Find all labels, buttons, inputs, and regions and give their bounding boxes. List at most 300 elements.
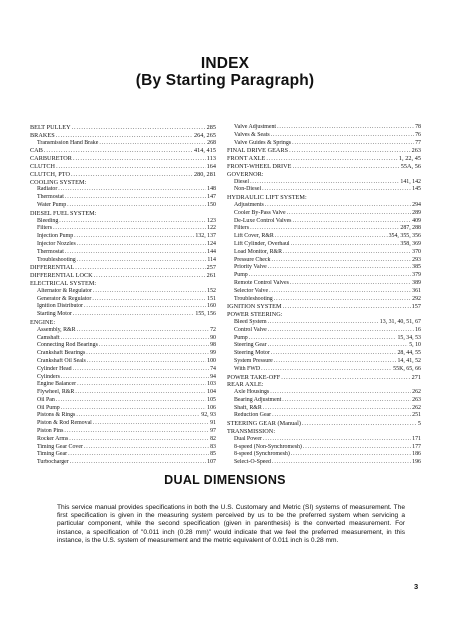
dot-leader <box>268 319 379 327</box>
index-entry-page: 164 <box>206 162 216 170</box>
index-entry-label: Cooler By-Pass Valve <box>234 209 286 216</box>
index-entry <box>30 327 216 335</box>
index-entry <box>30 358 216 366</box>
index-entry <box>30 155 216 163</box>
index-entry-page: 389 <box>412 279 421 286</box>
dot-leader <box>275 233 388 241</box>
index-entry-page: 15, 34, 53 <box>397 334 421 341</box>
index-entry-label: 8-speed (Non-Synchromesh) <box>234 443 302 450</box>
index-entry-page: 90 <box>210 334 216 341</box>
dot-leader <box>265 202 411 210</box>
index-entry-label: FINAL DRIVE GEARS <box>227 147 289 155</box>
index-entry <box>227 186 421 194</box>
index-entry-label: Pistons & Rings <box>37 412 76 419</box>
dot-leader <box>250 179 399 187</box>
dot-leader <box>77 257 207 265</box>
index-entry-page: 287, 288 <box>400 225 421 232</box>
index-entry-label: Valves & Seats <box>234 131 270 138</box>
dot-leader <box>92 296 206 304</box>
index-entry-page: 72 <box>210 326 216 333</box>
index-entry-label: De-Luxe Control Valves <box>234 217 292 224</box>
index-entry <box>30 233 216 241</box>
index-entry-label: Thermostat <box>37 194 64 201</box>
index-entry-label: Pump <box>234 334 248 341</box>
index-entry-page: 16 <box>415 326 421 333</box>
index-entry <box>227 202 421 210</box>
dot-leader <box>274 358 397 366</box>
index-entry-page: 293 <box>412 256 421 263</box>
dot-leader <box>65 194 206 202</box>
index-entry-label: Adjustments <box>234 201 264 208</box>
index-entry-label: Engine Balancer <box>37 381 77 388</box>
index-entry <box>227 272 421 280</box>
dot-leader <box>75 389 206 397</box>
index-entry-page: 82 <box>210 435 216 442</box>
index-entry-label: DIFFERENTIAL LOCK <box>30 272 93 280</box>
index-entry <box>30 124 216 132</box>
index-entry-page: 132, 137 <box>195 233 216 240</box>
index-entry <box>227 327 421 335</box>
index-entry-label: Oil Pan <box>37 396 55 403</box>
index-entry-page: 77 <box>415 139 421 146</box>
dot-leader <box>269 288 411 296</box>
index-entry <box>30 420 216 428</box>
dot-leader <box>77 241 206 249</box>
index-entry <box>227 397 421 405</box>
index-title: INDEX <box>200 55 250 72</box>
index-entry-page: 94 <box>210 373 216 380</box>
index-entry-page: 150 <box>207 201 216 208</box>
index-entry-label: 8-speed (Synchromesh) <box>234 451 290 458</box>
index-entry <box>30 140 216 148</box>
dot-leader <box>70 459 206 467</box>
index-entry <box>227 249 421 257</box>
index-entry-page: 105 <box>207 396 216 403</box>
page-number: 3 <box>414 582 419 591</box>
index-entry <box>227 163 421 171</box>
index-subtitle: (By Starting Paragraph) <box>135 72 315 89</box>
index-entry <box>30 272 216 280</box>
index-entry-page: 196 <box>412 459 421 466</box>
dot-leader <box>270 389 411 397</box>
index-entry <box>227 389 421 397</box>
index-entry-page: 414, 415 <box>193 147 216 155</box>
index-entry-page: 106 <box>207 404 216 411</box>
index-entry-page: 99 <box>210 350 216 357</box>
index-entry <box>30 194 216 202</box>
index-entry <box>227 296 421 304</box>
index-entry-label: Steering Motor <box>234 350 270 357</box>
index-entry-label: Priority Valve <box>234 264 267 271</box>
index-entry-label: Generator & Regulator <box>37 295 92 302</box>
index-entry-page: 264, 265 <box>193 131 216 139</box>
index-entry-label: Radiator <box>37 186 58 193</box>
index-entry <box>30 163 216 171</box>
dot-leader <box>74 233 194 241</box>
index-entry-page: 177 <box>412 443 421 450</box>
index-entry-page: 113 <box>206 155 216 163</box>
dot-leader <box>283 303 411 311</box>
dot-leader <box>77 327 210 335</box>
index-entry-label: POWER STEERING: <box>227 311 283 319</box>
index-entry <box>227 194 421 202</box>
index-entry-page: 251 <box>412 412 421 419</box>
index-entry <box>30 451 216 459</box>
index-entry <box>227 241 421 249</box>
index-entry-page: 122 <box>207 225 216 232</box>
index-entry-page: 285 <box>206 124 216 131</box>
index-entry <box>30 280 216 288</box>
index-entry-label: Bleed System <box>234 318 267 325</box>
index-entry-label: Crankshaft Oil Seals <box>37 357 86 364</box>
index-entry-page: 370 <box>412 248 421 255</box>
index-entry-page: 354, 355, 356 <box>388 233 421 240</box>
index-entry-page: 104 <box>207 389 216 396</box>
index-entry-page: 14, 41, 52 <box>397 357 421 364</box>
index-entry <box>227 280 421 288</box>
index-entry <box>30 412 216 420</box>
index-entry <box>227 420 421 428</box>
index-entry <box>227 412 421 420</box>
index-entry-page: 144 <box>207 248 216 255</box>
index-entry-page: 124 <box>207 240 216 247</box>
dot-leader <box>76 412 200 420</box>
index-entry-page: 114 <box>207 256 216 263</box>
index-entry <box>227 374 421 382</box>
index-entry-page: 55A, 56 <box>400 162 421 170</box>
index-entry <box>227 288 421 296</box>
dot-leader <box>249 272 411 280</box>
index-entry-page: 83 <box>210 443 216 450</box>
dot-leader <box>289 147 410 155</box>
dot-leader <box>291 451 411 459</box>
index-entry-label: Axle Housings <box>234 389 270 396</box>
dot-leader <box>93 420 209 428</box>
index-entry-page: 74 <box>210 365 216 372</box>
dot-leader <box>287 210 412 218</box>
index-entry-page: 98 <box>210 342 216 349</box>
dot-leader <box>292 218 411 226</box>
index-entry-label: BRAKES <box>30 131 55 139</box>
dot-leader <box>61 335 210 343</box>
index-entry-label: FRONT-WHEEL DRIVE <box>227 162 292 170</box>
index-entry-label: POWER TAKE-OFF <box>227 373 281 381</box>
index-entry <box>227 179 421 187</box>
index-entry-page: 85 <box>210 451 216 458</box>
dot-leader <box>290 280 411 288</box>
index-entry-page: 55K, 65, 66 <box>393 365 421 372</box>
index-entry <box>227 350 421 358</box>
dot-leader <box>65 249 206 257</box>
index-entry-label: Valve Guides & Springs <box>234 139 292 146</box>
index-entry-label: With FWD <box>234 365 261 372</box>
index-entry <box>30 459 216 467</box>
index-entry-label: Turbocharger <box>37 459 69 466</box>
dot-leader <box>99 342 209 350</box>
index-entry <box>227 210 421 218</box>
dot-leader <box>59 218 206 226</box>
index-entry-label: CARBURETOR <box>30 155 72 163</box>
index-entry-label: IGNITION SYSTEM <box>227 303 282 311</box>
index-entry-label: Troubleshooting <box>234 295 273 302</box>
dot-leader <box>84 303 206 311</box>
dot-leader <box>68 451 209 459</box>
index-entry-label: Pump <box>234 272 248 279</box>
dot-leader <box>262 186 411 194</box>
index-entry <box>227 459 421 467</box>
index-entry <box>227 147 421 155</box>
index-entry-page: 100 <box>207 357 216 364</box>
index-entry-page: 1, 22, 45 <box>398 155 421 163</box>
dot-leader <box>283 249 411 257</box>
dot-leader <box>277 124 414 132</box>
index-entry-label: Injector Nozzles <box>37 240 76 247</box>
index-entry <box>30 444 216 452</box>
index-entry-page: 409 <box>412 217 421 224</box>
index-entry <box>30 428 216 436</box>
dot-leader <box>86 350 209 358</box>
dot-leader <box>73 311 195 319</box>
index-entry-label: Filters <box>37 225 53 232</box>
index-entry-label: Diesel <box>234 178 250 185</box>
index-entry-label: Selector Valve <box>234 287 269 294</box>
index-entry <box>227 428 421 436</box>
index-entry-label: Control Valve <box>234 326 267 333</box>
index-entry-label: Non-Diesel <box>234 186 262 193</box>
dot-leader <box>263 436 411 444</box>
index-entry <box>30 202 216 210</box>
index-entry-page: 145 <box>412 186 421 193</box>
index-entry <box>30 218 216 226</box>
index-entry <box>227 124 421 132</box>
index-entry <box>30 436 216 444</box>
index-entry <box>227 225 421 233</box>
index-entry-label: CAB <box>30 147 43 155</box>
index-entry-page: 262 <box>412 404 421 411</box>
index-entry <box>227 233 421 241</box>
index-entry-page: 141, 142 <box>400 178 421 185</box>
index-entry-label: Select-O-Speed <box>234 459 271 466</box>
index-entry <box>30 288 216 296</box>
index-entry <box>227 319 421 327</box>
dot-leader <box>77 381 206 389</box>
index-entry <box>30 381 216 389</box>
index-entry <box>227 257 421 265</box>
index-entry-page: 13, 31, 40, 51, 67 <box>379 318 421 325</box>
dot-leader <box>99 140 206 148</box>
index-entry-page: 271 <box>411 373 421 381</box>
dot-leader <box>72 124 206 132</box>
index-entry <box>30 303 216 311</box>
index-entry-label: STEERING GEAR (Manual) <box>227 420 301 428</box>
dot-leader <box>272 412 411 420</box>
index-entry-label: ENGINE: <box>30 318 56 326</box>
dot-leader <box>93 288 206 296</box>
dot-leader <box>271 257 411 265</box>
dot-leader <box>73 366 210 374</box>
index-entry <box>30 397 216 405</box>
dot-leader <box>274 296 411 304</box>
dual-dimensions-heading: DUAL DIMENSIONS <box>164 473 286 487</box>
dot-leader <box>64 428 209 436</box>
index-entry <box>227 171 421 179</box>
dot-leader <box>268 264 411 272</box>
index-entry-label: Lift Cylinder, Overhaul <box>234 240 290 247</box>
index-entry <box>30 405 216 413</box>
dot-leader <box>271 350 397 358</box>
index-entry-label: Load Monitor, R&R <box>234 248 283 255</box>
index-entry <box>227 218 421 226</box>
index-entry <box>227 311 421 319</box>
index-entry <box>227 381 421 389</box>
dot-leader <box>71 171 193 179</box>
index-entry-label: System Pressure <box>234 357 273 364</box>
index-entry-label: Bearing Adjustment <box>234 396 282 403</box>
index-entry <box>227 140 421 148</box>
dot-leader <box>56 132 193 140</box>
index-entry-label: FRONT AXLE <box>227 155 266 163</box>
index-entry <box>227 405 421 413</box>
index-entry-label: Crankshaft Bearings <box>37 350 86 357</box>
index-entry-page: 263 <box>411 147 421 155</box>
index-entry-page: 186 <box>412 451 421 458</box>
index-entry <box>227 303 421 311</box>
index-entry-label: GOVERNOR: <box>227 170 264 178</box>
index-entry <box>30 147 216 155</box>
index-entry-label: Shaft, R&R <box>234 404 262 411</box>
index-entry <box>30 257 216 265</box>
index-entry-page: 107 <box>207 459 216 466</box>
dot-leader <box>302 420 417 428</box>
dot-leader <box>61 374 209 382</box>
index-entry-page: 97 <box>210 428 216 435</box>
index-entry-page: 280, 281 <box>193 170 216 178</box>
dot-leader <box>292 140 414 148</box>
index-entry-page: 263 <box>412 396 421 403</box>
dot-leader <box>271 132 414 140</box>
index-entry-label: Connecting Rod Bearings <box>37 342 98 349</box>
index-entry-page: 358, 369 <box>400 240 421 247</box>
dot-leader <box>293 163 400 171</box>
index-entry-page: 257 <box>206 264 216 272</box>
index-entry-label: Dual Power <box>234 435 262 442</box>
dot-leader <box>44 147 193 155</box>
index-entry <box>227 366 421 374</box>
dot-leader <box>56 163 206 171</box>
index-entry-label: Assembly, R&R <box>37 326 76 333</box>
index-entry <box>30 210 216 218</box>
dot-leader <box>53 225 206 233</box>
index-entry <box>227 436 421 444</box>
index-entry-label: DIESEL FUEL SYSTEM: <box>30 209 97 217</box>
index-entry-page: 261 <box>206 272 216 280</box>
index-entry <box>30 249 216 257</box>
index-entry-page: 78 <box>415 124 421 130</box>
index-entry-label: REAR AXLE: <box>227 381 264 389</box>
index-entry <box>30 264 216 272</box>
index-entry <box>30 179 216 187</box>
index-entry-label: Camshaft <box>37 334 60 341</box>
dot-leader <box>75 264 205 272</box>
index-entry-label: Oil Pump <box>37 404 60 411</box>
index-entry <box>30 389 216 397</box>
index-entry-label: Steering Gear <box>234 342 267 349</box>
dot-leader <box>268 327 414 335</box>
index-entry-label: Flywheel, R&R <box>37 389 75 396</box>
index-entry-label: DIFFERENTIAL <box>30 264 75 272</box>
dot-leader <box>266 155 398 163</box>
index-entry <box>227 444 421 452</box>
index-entry <box>227 451 421 459</box>
dot-leader <box>249 335 397 343</box>
dot-leader <box>87 358 206 366</box>
dot-leader <box>272 459 411 467</box>
index-entry-page: 123 <box>207 217 216 224</box>
index-entry <box>30 374 216 382</box>
index-entry-page: 160 <box>207 303 216 310</box>
index-entry <box>30 366 216 374</box>
dot-leader <box>61 405 206 413</box>
index-entry-page: 28, 44, 55 <box>397 350 421 357</box>
index-entry <box>30 342 216 350</box>
index-entry <box>30 335 216 343</box>
index-entry-label: Cylinders <box>37 373 60 380</box>
index-entry-label: Reduction Gear <box>234 412 272 419</box>
index-entry-label: Transmission Hand Brake <box>37 139 99 146</box>
index-entry <box>30 311 216 319</box>
index-entry-page: 361 <box>412 287 421 294</box>
index-entry-label: Starting Motor <box>37 311 72 318</box>
dot-leader <box>268 342 409 350</box>
index-entry-label: Ignition Distributor <box>37 303 83 310</box>
index-entry-label: Rocker Arms <box>37 435 69 442</box>
index-entry-label: Pressure Check <box>234 256 271 263</box>
index-entry-label: Water Pump <box>37 201 67 208</box>
index-entry-page: 262 <box>412 389 421 396</box>
index-entry-page: 379 <box>412 272 421 279</box>
dot-leader <box>263 405 411 413</box>
dot-leader <box>282 397 411 405</box>
index-entry-page: 292 <box>412 295 421 302</box>
index-entry-label: Troubleshooting <box>37 256 76 263</box>
dot-leader <box>261 366 392 374</box>
dot-leader <box>67 202 206 210</box>
index-entry-label: Alternator & Regulator <box>37 287 92 294</box>
index-entry-page: 155, 156 <box>195 311 216 318</box>
index-entry-page: 289 <box>412 209 421 216</box>
index-entry-label: ELECTRICAL SYSTEM: <box>30 279 97 287</box>
index-entry-page: 151 <box>207 295 216 302</box>
index-entry-label: Piston & Rod Removal <box>37 420 92 427</box>
index-entry <box>30 296 216 304</box>
index-entry-label: COOLING SYSTEM: <box>30 178 87 186</box>
index-entry <box>227 155 421 163</box>
index-entry-label: Thermostat <box>37 248 64 255</box>
index-entry <box>227 342 421 350</box>
dot-leader <box>69 436 209 444</box>
index-entry <box>30 132 216 140</box>
index-entry-label: CLUTCH <box>30 162 56 170</box>
index-entry <box>227 132 421 140</box>
index-entry-label: TRANSMISSION: <box>227 428 276 436</box>
dot-leader <box>291 241 400 249</box>
index-entry-page: 103 <box>207 381 216 388</box>
dual-dimensions-paragraph: This service manual provides specifications in both the U.S. Customary and Metric (SI) systems of measurement. The first specification is given in the measuring system perceived by us to be the preferred system when servicing a particular component, while the second specification (given in parenthesis) is the converted measurement. For instance, a specification of "0.011 inch (0.28 mm)" would indicate that we feel the preferred measurement, in this instance, is the U.S. system of measurement and the metric equivalent of 0.011 inch is 0.28 mm. <box>57 504 405 544</box>
dot-leader <box>94 272 206 280</box>
dot-leader <box>73 155 206 163</box>
index-entry-label: Timing Gear Cover <box>37 443 83 450</box>
index-entry-page: 152 <box>207 287 216 294</box>
